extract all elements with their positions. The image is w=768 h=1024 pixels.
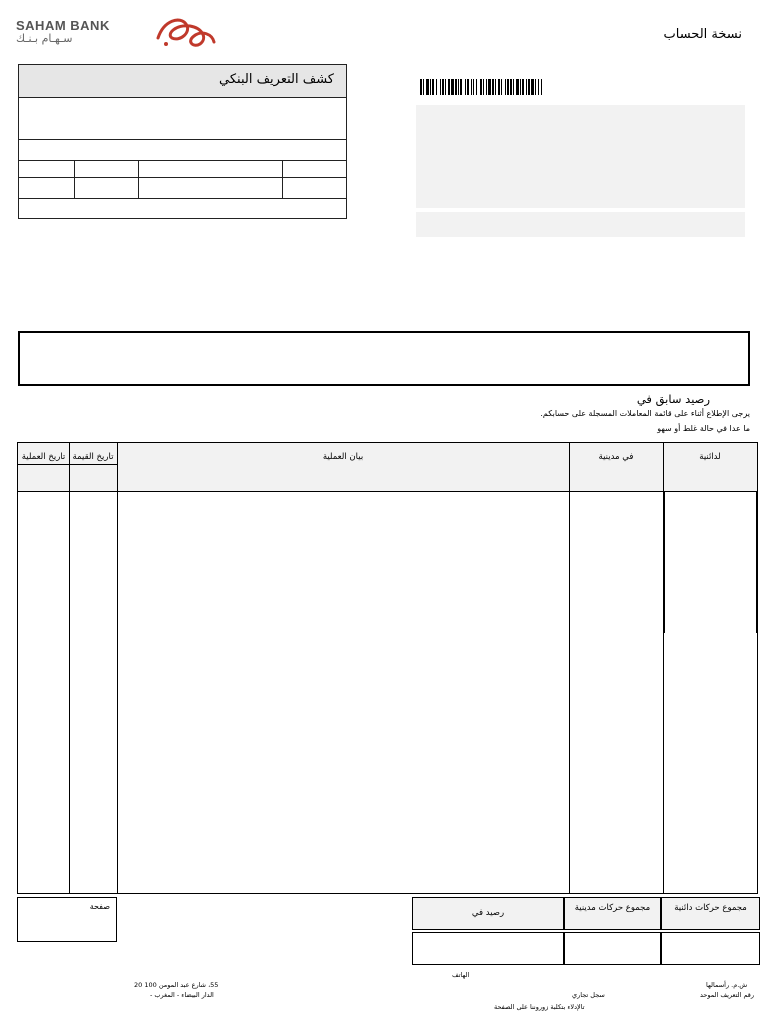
col-operation-date <box>18 443 69 491</box>
bank-logo-icon <box>150 12 220 52</box>
account-copy-label: نسخة الحساب <box>663 27 742 42</box>
bank-id-title: كشف التعريف البنكي <box>219 72 334 87</box>
transactions-table <box>17 442 758 894</box>
footer-trade-register: سجل تجاري <box>572 991 605 999</box>
col-debit-label: في مدينية <box>598 452 634 462</box>
barcode <box>420 79 654 95</box>
address-footer-panel <box>416 212 745 237</box>
col-description-label: بيان العملية <box>322 452 364 462</box>
col-description <box>117 443 569 491</box>
col-debit <box>569 443 663 491</box>
total-credit-box <box>661 897 760 930</box>
account-info-box <box>18 331 750 386</box>
footer-phone-label: الهاتف <box>452 971 470 979</box>
total-debit-value-box <box>564 932 661 965</box>
bank-logo-text: SAHAM BANK <box>16 18 110 33</box>
page-label: صفحة <box>89 902 110 911</box>
address-panel <box>416 105 745 208</box>
col-value-date-label: تاريخ القيمة <box>72 452 114 462</box>
footer-unified-id: رقم التعريف الموحد <box>700 991 755 999</box>
statement-note-2: ما عدا في حالة غلط أو سهو <box>657 424 750 433</box>
balance-box <box>412 897 564 930</box>
footer-company-form: ش.م. رأسمالها <box>706 981 748 989</box>
total-credit-value-box <box>661 932 760 965</box>
footer-address-line2: الدار البيضاء - المغرب - <box>150 991 214 999</box>
total-debit-box <box>564 897 661 930</box>
previous-balance-label: رصيد سابق في <box>636 392 710 406</box>
footer-address-line1: 55، شارع عبد المومن 100 20 <box>134 981 219 989</box>
col-credit <box>663 443 757 491</box>
footer-page-notice: تالإدلاء بتكلبة زوروننا على الصفحة <box>494 1003 585 1011</box>
page-number-box <box>17 897 117 942</box>
total-credit-label: مجموع حركات دائنية <box>674 903 747 913</box>
col-value-date <box>69 443 117 491</box>
bank-id-header <box>19 65 346 98</box>
bank-logo-arabic: سـهـام بـنـك <box>16 32 73 45</box>
statement-note: يرجى الإطلاع أثناء على قائمة المعاملات المسجلة على حسابكم. <box>540 409 750 418</box>
col-credit-label: لدائنية <box>699 452 721 462</box>
balance-value-box <box>412 932 564 965</box>
col-operation-date-label: تاريخ العملية <box>21 452 66 462</box>
total-debit-label: مجموع حركات مدينية <box>574 903 651 913</box>
bank-id-statement-box <box>18 64 347 219</box>
balance-label: رصيد في <box>471 908 505 918</box>
